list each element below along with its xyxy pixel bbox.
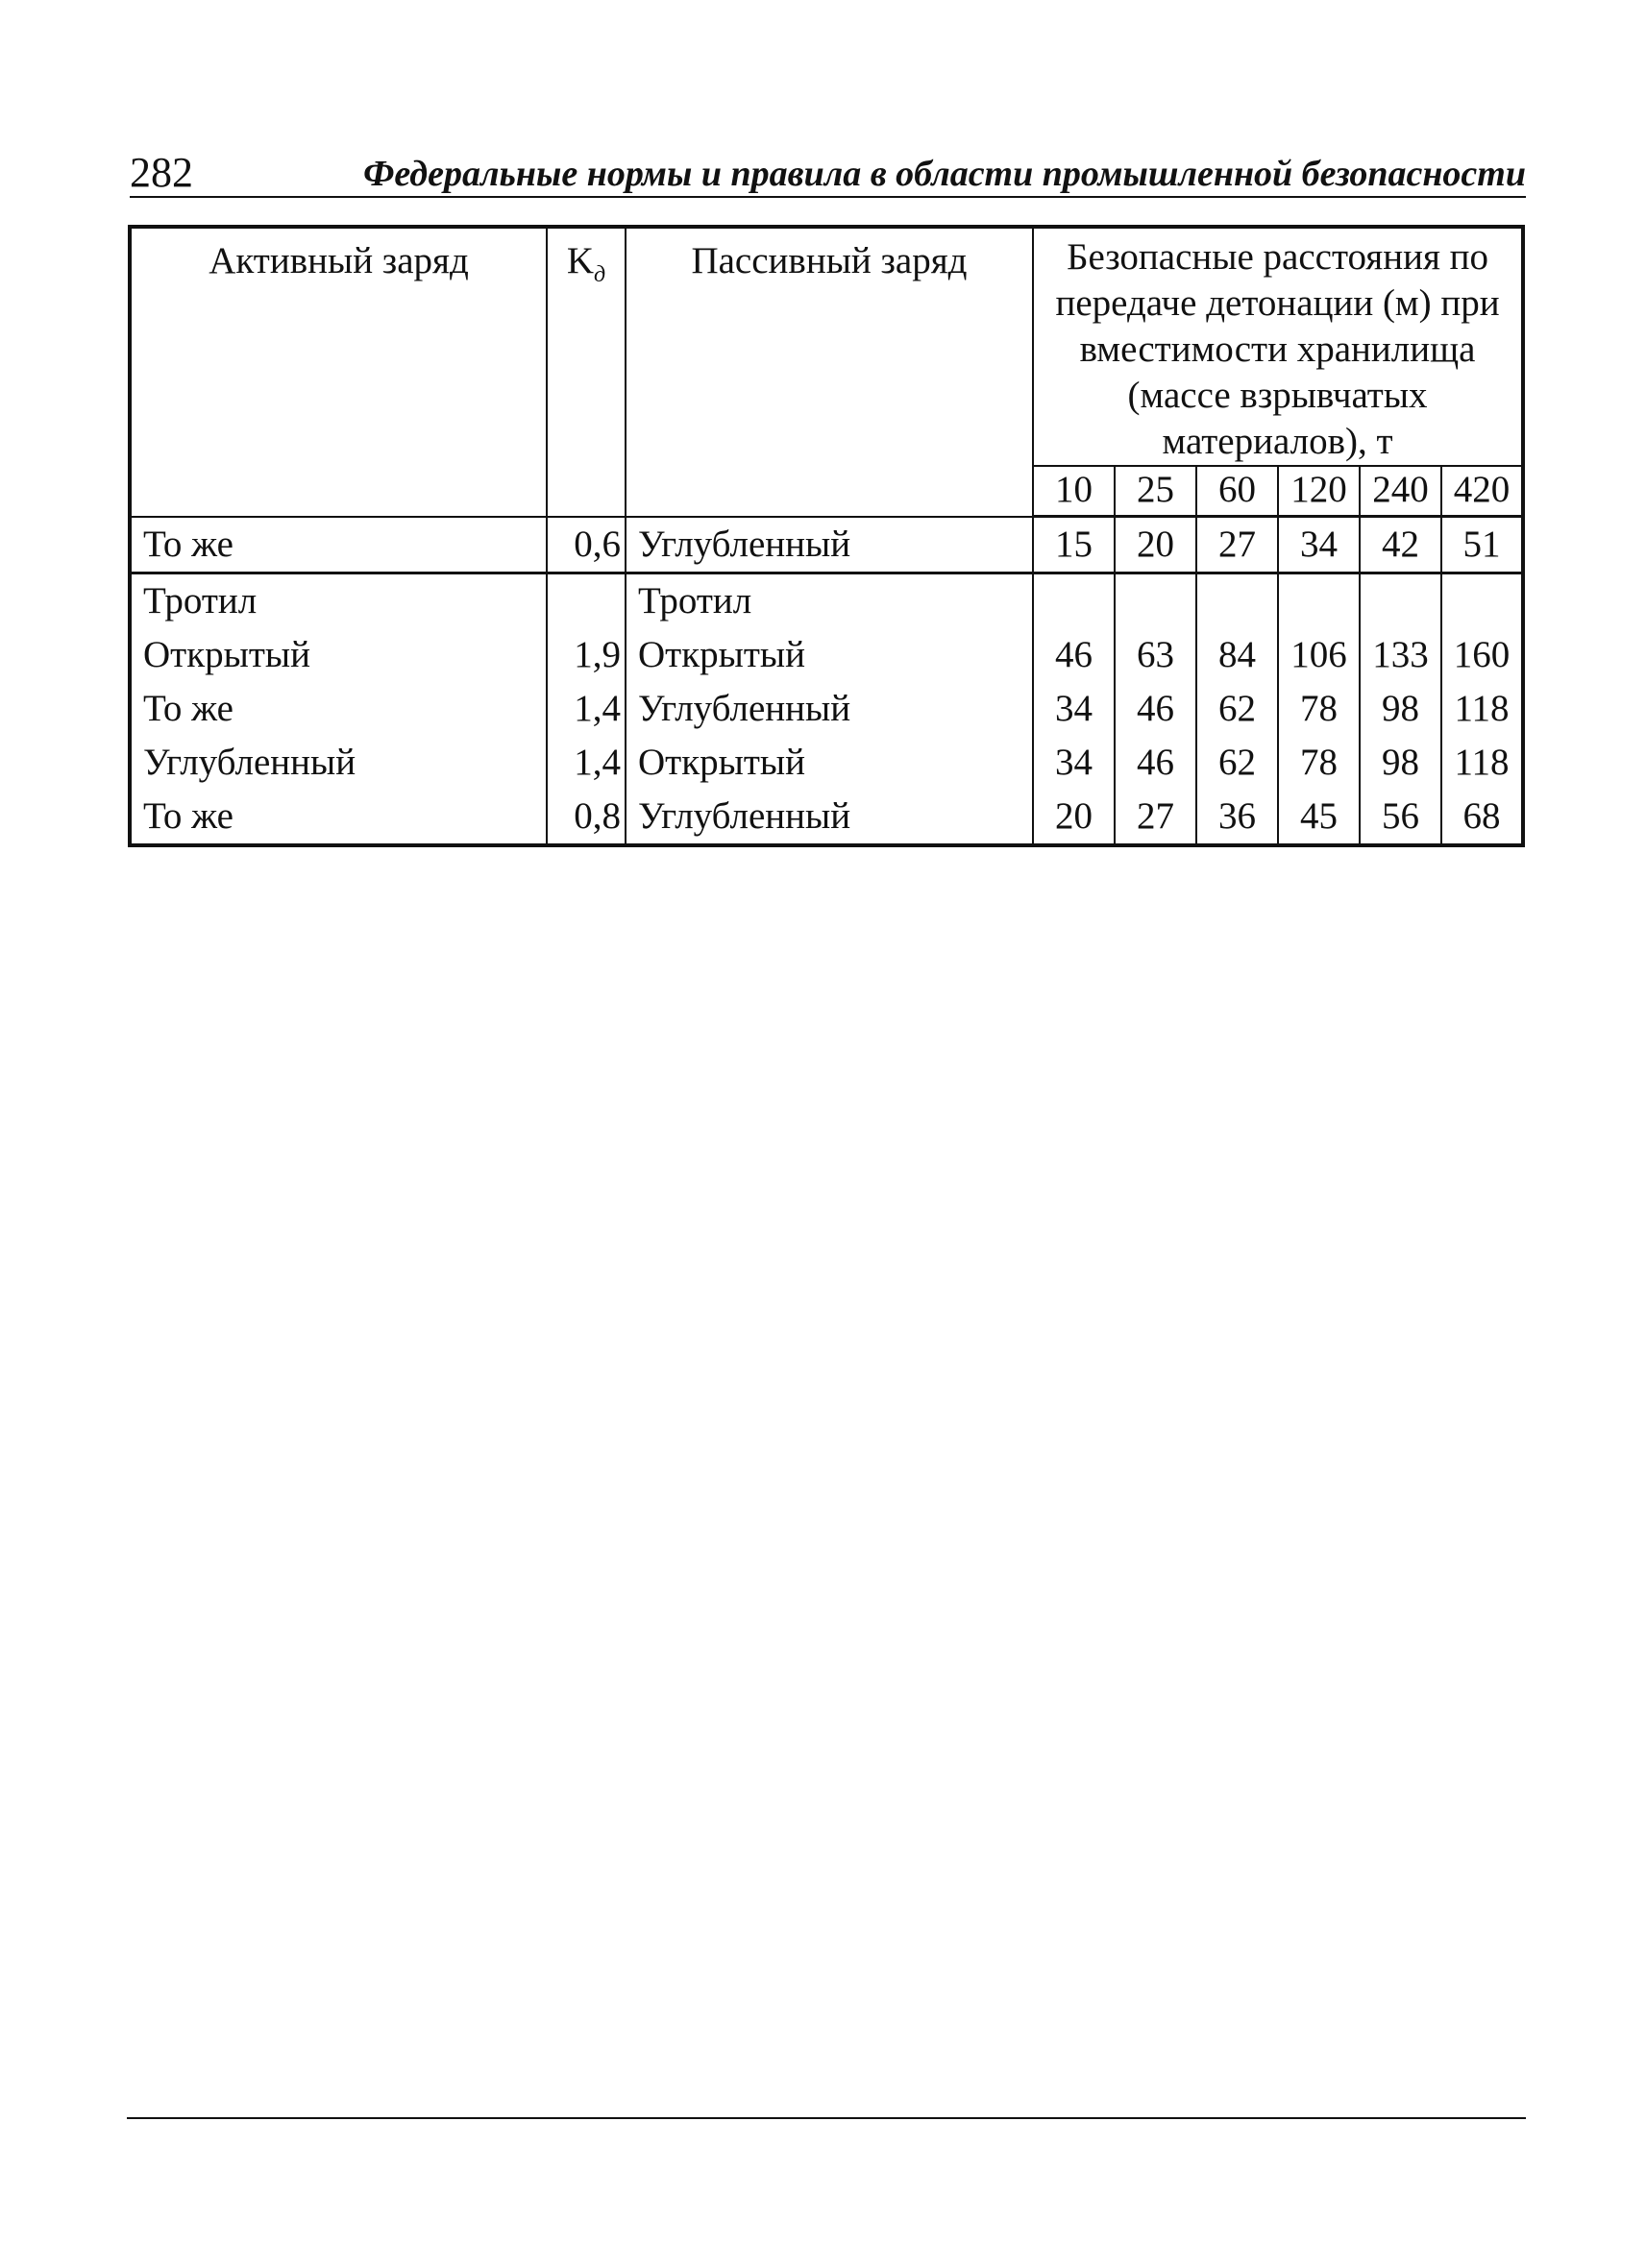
- table-row: [130, 790, 1523, 845]
- kd-cell: 1,4: [547, 682, 626, 736]
- page-number: 282: [130, 149, 193, 196]
- distance-cell: 51: [1441, 517, 1523, 573]
- distance-cell: 34: [1278, 517, 1360, 573]
- distance-cell: 27: [1115, 790, 1196, 845]
- header-passive-charge: Пассивный заряд: [626, 227, 1033, 517]
- passive-charge-cell: Углубленный: [626, 682, 1033, 736]
- distance-cell: 34: [1033, 682, 1115, 736]
- distance-cell: 98: [1360, 682, 1441, 736]
- capacity-header-cell: 420: [1441, 466, 1523, 517]
- distance-cell: 45: [1278, 790, 1360, 845]
- distance-cell: 63: [1115, 628, 1196, 682]
- distance-cell: 15: [1033, 517, 1115, 573]
- distance-cell: 62: [1196, 736, 1278, 790]
- running-title: Федеральные нормы и правила в области промышленной безопасности: [363, 154, 1526, 194]
- distance-cell: [1441, 573, 1523, 629]
- distance-cell: 27: [1196, 517, 1278, 573]
- header-active-charge: Активный заряд: [130, 227, 547, 517]
- distance-cell: 133: [1360, 628, 1441, 682]
- table-header-row: [130, 227, 1523, 466]
- passive-charge-cell: Углубленный: [626, 790, 1033, 845]
- table-row: [130, 736, 1523, 790]
- header-safe-distances: Безопасные расстояния по передаче детонации (м) при вместимости хранилища (массе взрывчатых материалов), т: [1033, 227, 1523, 466]
- capacity-header-cell: 120: [1278, 466, 1360, 517]
- kd-cell: 1,4: [547, 736, 626, 790]
- kd-cell: 0,6: [547, 517, 626, 573]
- footer-rule: [127, 2117, 1526, 2119]
- passive-charge-cell: Углубленный: [626, 517, 1033, 573]
- passive-charge-cell: Тротил: [626, 573, 1033, 629]
- distance-cell: 56: [1360, 790, 1441, 845]
- header-kd-main: K: [566, 240, 595, 281]
- distance-cell: 36: [1196, 790, 1278, 845]
- distance-cell: 42: [1360, 517, 1441, 573]
- distance-cell: 68: [1441, 790, 1523, 845]
- distance-cell: 106: [1278, 628, 1360, 682]
- distance-cell: 20: [1033, 790, 1115, 845]
- table-row: [130, 682, 1523, 736]
- distance-cell: 98: [1360, 736, 1441, 790]
- active-charge-cell: То же: [130, 790, 547, 845]
- kd-cell: [547, 573, 626, 629]
- passive-charge-cell: Открытый: [626, 628, 1033, 682]
- distance-cell: [1115, 573, 1196, 629]
- header-kd: [547, 227, 626, 517]
- table-row: [130, 517, 1523, 573]
- active-charge-cell: То же: [130, 517, 547, 573]
- table-row: [130, 573, 1523, 629]
- header-kd-subscript: д: [594, 261, 606, 287]
- distance-cell: 34: [1033, 736, 1115, 790]
- distance-cell: [1033, 573, 1115, 629]
- distance-cell: [1278, 573, 1360, 629]
- distance-cell: 84: [1196, 628, 1278, 682]
- active-charge-cell: То же: [130, 682, 547, 736]
- distance-cell: 160: [1441, 628, 1523, 682]
- active-charge-cell: Тротил: [130, 573, 547, 629]
- capacity-header-cell: 25: [1115, 466, 1196, 517]
- capacity-header-cell: 10: [1033, 466, 1115, 517]
- distance-cell: [1196, 573, 1278, 629]
- distance-cell: 46: [1115, 682, 1196, 736]
- table-body: [130, 517, 1523, 846]
- distance-cell: 78: [1278, 736, 1360, 790]
- distance-cell: 118: [1441, 736, 1523, 790]
- distance-cell: 46: [1033, 628, 1115, 682]
- distance-cell: 20: [1115, 517, 1196, 573]
- passive-charge-cell: Открытый: [626, 736, 1033, 790]
- table-row: [130, 628, 1523, 682]
- distance-cell: 46: [1115, 736, 1196, 790]
- active-charge-cell: Открытый: [130, 628, 547, 682]
- active-charge-cell: Углубленный: [130, 736, 547, 790]
- distance-cell: 78: [1278, 682, 1360, 736]
- kd-cell: 0,8: [547, 790, 626, 845]
- page-header: [130, 144, 1526, 198]
- kd-cell: 1,9: [547, 628, 626, 682]
- capacity-header-cell: 240: [1360, 466, 1441, 517]
- capacity-header-cell: 60: [1196, 466, 1278, 517]
- safety-distance-table: [128, 225, 1525, 847]
- distance-cell: 118: [1441, 682, 1523, 736]
- distance-cell: 62: [1196, 682, 1278, 736]
- distance-cell: [1360, 573, 1441, 629]
